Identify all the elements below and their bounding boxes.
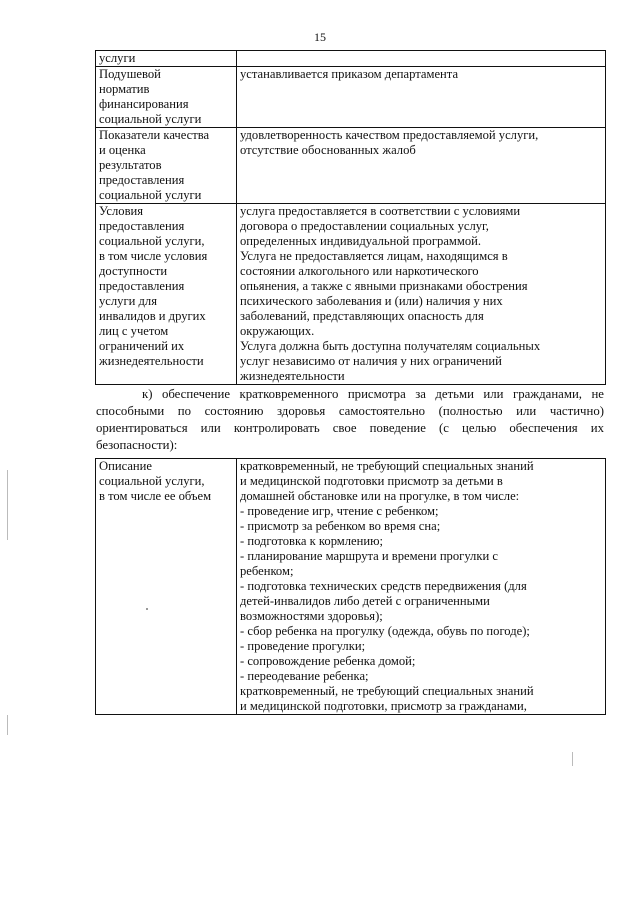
text-line: услуга предоставляется в соответствии с условиями <box>240 204 521 218</box>
scan-speck <box>146 608 148 610</box>
text-line: услуг независимо от наличия у них ограничений <box>240 354 502 368</box>
text-line: состоянии алкогольного или наркотического <box>240 264 479 278</box>
text-line: результатов <box>99 158 162 172</box>
text-line: лиц с учетом <box>99 324 169 338</box>
text-line: услуги <box>99 51 136 65</box>
scan-margin-mark <box>7 470 8 540</box>
text-line: жизнедеятельности <box>99 354 204 368</box>
table-cell-label <box>96 204 237 385</box>
text-line: психического заболевания и (или) наличия у них <box>240 294 503 308</box>
text-line: и медицинской подготовки присмотр за детьми в <box>240 474 503 488</box>
text-line: Условия <box>99 204 144 218</box>
text-line: Описание <box>99 459 152 473</box>
text-line: удовлетворенность качеством предоставляемой услуги, <box>240 128 539 142</box>
text-line: финансирования <box>99 97 189 111</box>
text-line: и медицинской подготовки, присмотр за гражданами, <box>240 699 527 713</box>
table-cell-value <box>237 67 606 128</box>
text-line: жизнедеятельности <box>240 369 345 383</box>
text-line: опьянения, а также с явными признаками обострения <box>240 279 528 293</box>
text-line: социальной услуги <box>99 112 202 126</box>
page-number: 15 <box>314 30 326 44</box>
table-cell-value <box>237 128 606 204</box>
text-line: в том числе условия <box>99 249 208 263</box>
text-line: детей-инвалидов либо детей с ограниченными <box>240 594 490 608</box>
text-line: и оценка <box>99 143 146 157</box>
text-line: - сбор ребенка на прогулку (одежда, обувь по погоде); <box>240 624 530 638</box>
table-row <box>96 459 606 715</box>
table-cell-label <box>96 459 237 715</box>
service-table-2 <box>95 458 606 715</box>
text-line: Подушевой <box>99 67 161 81</box>
text-line: отсутствие обоснованных жалоб <box>240 143 416 157</box>
table-row <box>96 51 606 67</box>
text-line: - планирование маршрута и времени прогулки с <box>240 549 498 563</box>
table-cell-value <box>237 459 606 715</box>
text-line: домашней обстановке или на прогулке, в том числе: <box>240 489 520 503</box>
text-line: предоставления <box>99 173 185 187</box>
text-line: окружающих. <box>240 324 315 338</box>
text-line: - присмотр за ребенком во время сна; <box>240 519 441 533</box>
text-line: предоставления <box>99 279 185 293</box>
scan-margin-mark <box>7 715 8 735</box>
text-line: - проведение прогулки; <box>240 639 366 653</box>
text-line: заболеваний, представляющих опасность для <box>240 309 484 323</box>
text-line: Показатели качества <box>99 128 210 142</box>
text-line: Услуга не предоставляется лицам, находящимся в <box>240 249 508 263</box>
text-line: услуги для <box>99 294 158 308</box>
table-cell-label <box>96 128 237 204</box>
table-cell-label <box>96 67 237 128</box>
text-line: ребенком; <box>240 564 294 578</box>
text-line: ограничений их <box>99 339 185 353</box>
text-line: кратковременный, не требующий специальных знаний <box>240 684 534 698</box>
text-line: социальной услуги, <box>99 474 205 488</box>
section-paragraph: к) обеспечение кратковременного присмотра за детьми или гражданами, не способными по состоянию здоровья самостоятельно (полностью или частично) ориентироваться или контролировать свое поведение (с целью обеспечения их безопасности): <box>96 387 604 452</box>
text-line: предоставления <box>99 219 185 233</box>
text-line: в том числе ее объем <box>99 489 212 503</box>
text-line: определенных индивидуальной программой. <box>240 234 482 248</box>
table-cell-value <box>237 51 606 67</box>
table-cell-label <box>96 51 237 67</box>
text-line: - проведение игр, чтение с ребенком; <box>240 504 439 518</box>
text-line: - сопровождение ребенка домой; <box>240 654 416 668</box>
text-line: инвалидов и других <box>99 309 206 323</box>
text-line: - подготовка к кормлению; <box>240 534 384 548</box>
table-row <box>96 204 606 385</box>
text-line: возможностями здоровья); <box>240 609 383 623</box>
text-line: устанавливается приказом департамента <box>240 67 459 81</box>
text-line: социальной услуги <box>99 188 202 202</box>
text-line: договора о предоставлении социальных услуг, <box>240 219 489 233</box>
table-row <box>96 67 606 128</box>
text-line: кратковременный, не требующий специальных знаний <box>240 459 534 473</box>
text-line: Услуга должна быть доступна получателям социальных <box>240 339 541 353</box>
scan-margin-mark <box>572 752 573 766</box>
service-table-1 <box>95 50 606 385</box>
text-line: норматив <box>99 82 150 96</box>
text-line: социальной услуги, <box>99 234 205 248</box>
text-line: доступности <box>99 264 168 278</box>
table-row <box>96 128 606 204</box>
table-cell-value <box>237 204 606 385</box>
text-line: - переодевание ребенка; <box>240 669 369 683</box>
text-line: - подготовка технических средств передвижения (для <box>240 579 527 593</box>
